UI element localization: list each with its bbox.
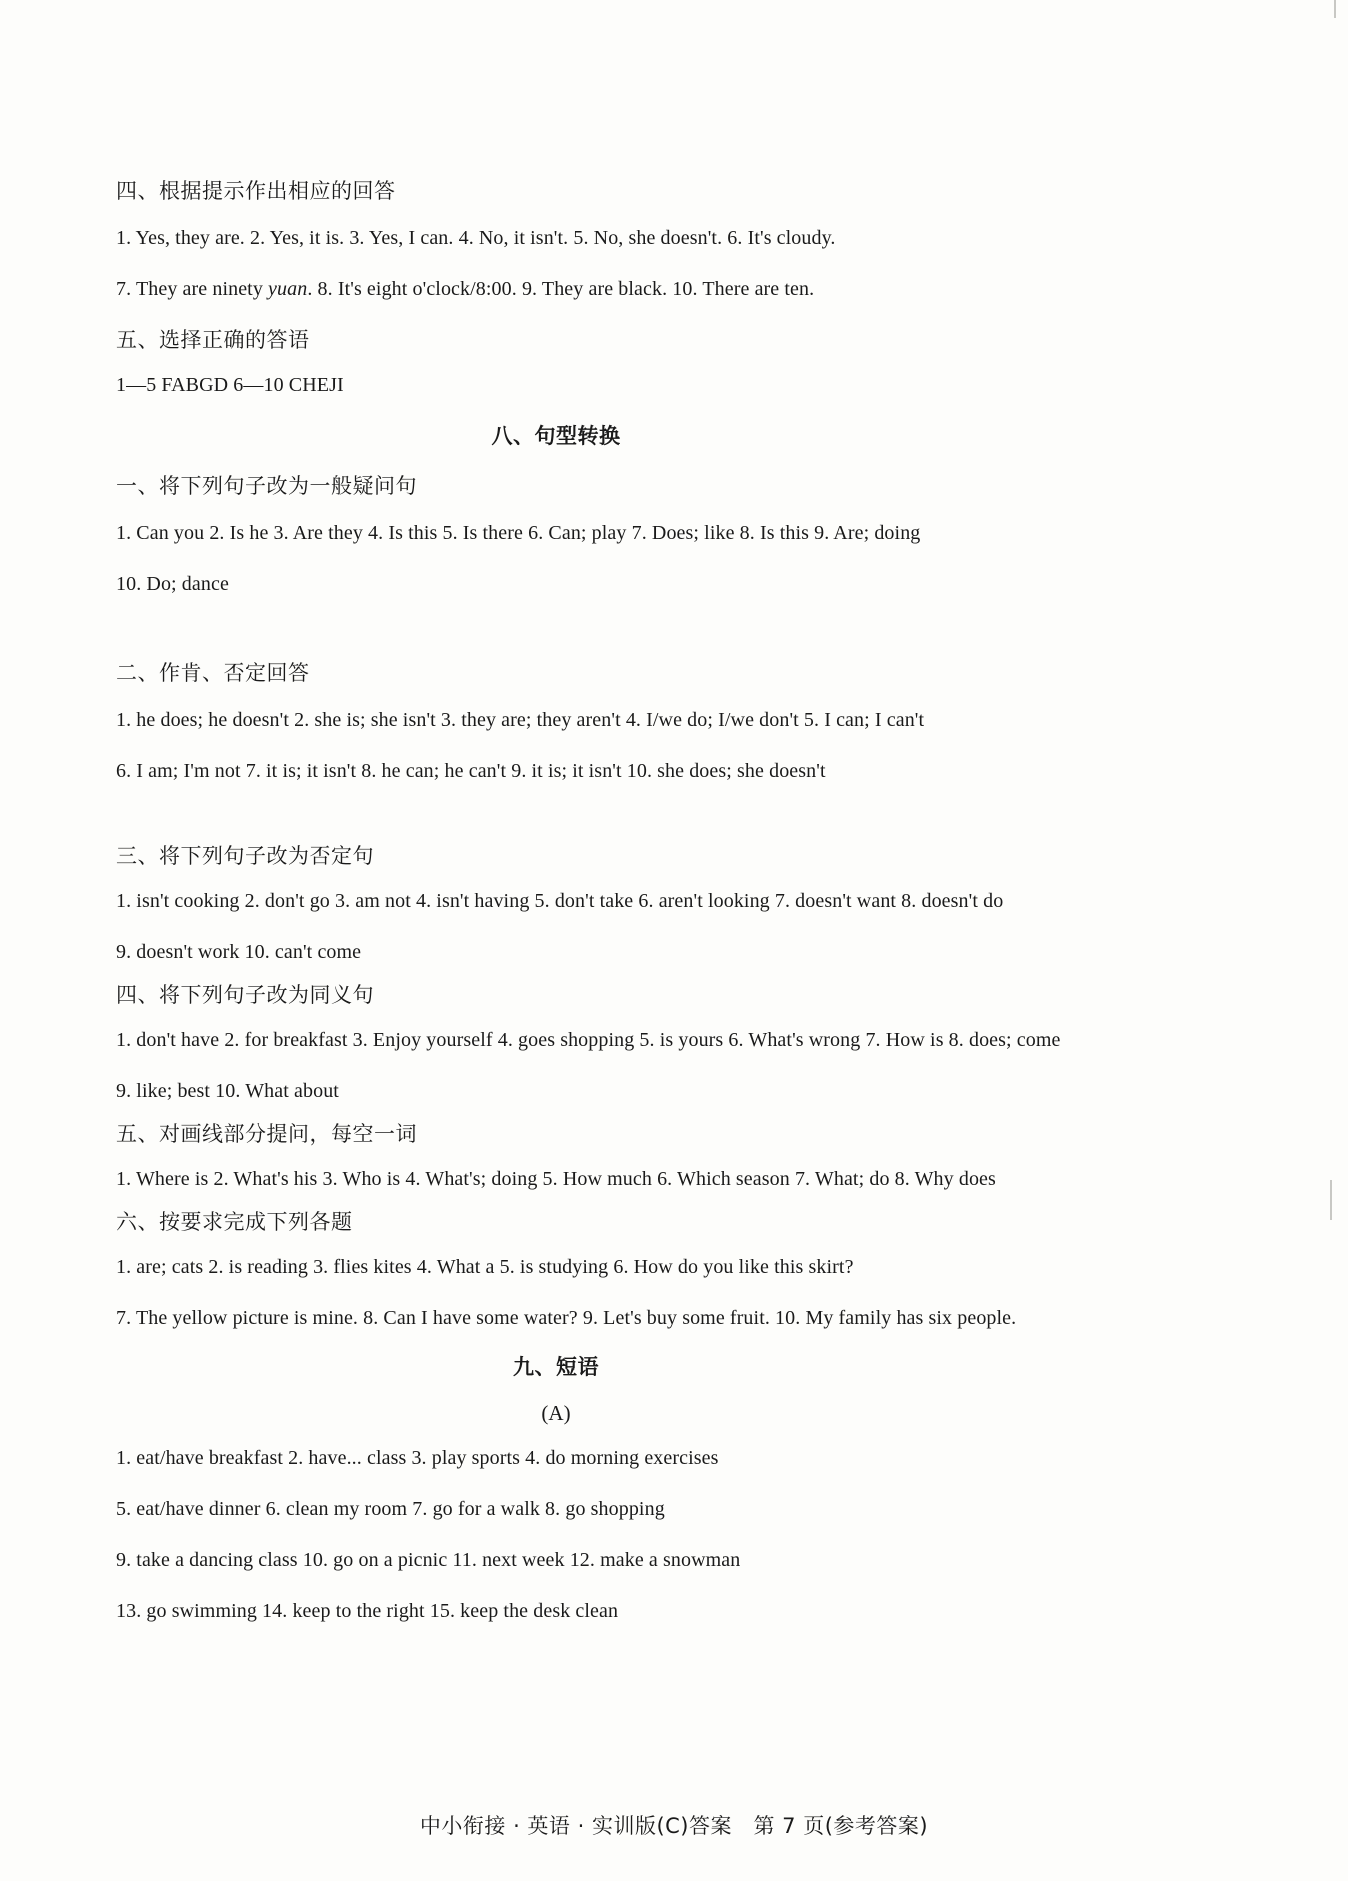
section-choose-answers xyxy=(116,327,1226,397)
scan-edge-mark xyxy=(1334,0,1336,18)
answer-line: 1. eat/have breakfast 2. have... class 3. play sports 4. do morning exercises xyxy=(116,1447,719,1469)
section-ask-about-underlined xyxy=(116,1121,1226,1191)
part-title: 九、短语 xyxy=(513,1355,599,1379)
page-footer: 中小衔接 · 英语 · 实训版(C)答案 第 7 页(参考答案) xyxy=(419,1814,929,1838)
answer-line: 1. he does; he doesn't 2. she is; she isn't 3. they are; they aren't 4. I/we do; I/we don't 5. I can; I can't xyxy=(116,709,925,731)
answer-line: 7. They are ninety yuan. 8. It's eight o'clock/8:00. 9. They are black. 10. There are ten. xyxy=(116,278,815,300)
answer-line: 1. don't have 2. for breakfast 3. Enjoy yourself 4. goes shopping 5. is yours 6. What's wrong 7. How is 8. does; come xyxy=(116,1029,1061,1051)
section-short-answers xyxy=(116,660,1226,783)
section-negative-sentences xyxy=(116,843,1226,964)
answer-line: 1. Where is 2. What's his 3. Who is 4. What's; doing 5. How much 6. Which season 7. What; do 8. Why does xyxy=(116,1168,996,1190)
answer-line: 1—5 FABGD 6—10 CHEJI xyxy=(116,374,344,396)
answer-line: 5. eat/have dinner 6. clean my room 7. go for a walk 8. go shopping xyxy=(116,1498,665,1520)
answer-line: 7. The yellow picture is mine. 8. Can I have some water? 9. Let's buy some fruit. 10. My family has six people. xyxy=(116,1307,1017,1329)
answer-line: 9. like; best 10. What about xyxy=(116,1080,339,1102)
section-heading: 五、对画线部分提问，每空一词 xyxy=(116,1122,417,1146)
section-respond-by-hints xyxy=(116,178,1226,301)
part-subtitle: (A) xyxy=(541,1401,571,1425)
section-general-questions xyxy=(116,473,1226,596)
answer-line: 9. take a dancing class 10. go on a picnic 11. next week 12. make a snowman xyxy=(116,1549,741,1571)
answer-line: 10. Do; dance xyxy=(116,573,229,595)
part-title: 八、句型转换 xyxy=(491,424,621,448)
section-phrases xyxy=(116,1446,1226,1623)
answer-line: 1. Yes, they are. 2. Yes, it is. 3. Yes, I can. 4. No, it isn't. 5. No, she doesn't. 6. It's cloudy. xyxy=(116,227,836,249)
answer-line: 1. are; cats 2. is reading 3. flies kites 4. What a 5. is studying 6. How do you like this skirt? xyxy=(116,1256,854,1278)
answer-line: 9. doesn't work 10. can't come xyxy=(116,941,362,963)
section-heading: 五、选择正确的答语 xyxy=(116,328,310,352)
scan-edge-mark xyxy=(1330,1180,1332,1220)
answer-line: 1. isn't cooking 2. don't go 3. am not 4. isn't having 5. don't take 6. aren't looking 7. doesn't want 8. doesn't do xyxy=(116,890,1004,912)
answer-line: 6. I am; I'm not 7. it is; it isn't 8. he can; he can't 9. it is; it isn't 10. she does; she doesn't xyxy=(116,760,826,782)
answer-line: 1. Can you 2. Is he 3. Are they 4. Is this 5. Is there 6. Can; play 7. Does; like 8. Is this 9. Are; doing xyxy=(116,522,921,544)
answer-content xyxy=(116,178,1226,1623)
section-heading: 四、将下列句子改为同义句 xyxy=(116,983,374,1007)
section-heading: 六、按要求完成下列各题 xyxy=(116,1210,353,1234)
section-heading: 一、将下列句子改为一般疑问句 xyxy=(116,474,417,498)
section-synonymous-sentences xyxy=(116,982,1226,1103)
answer-line: 13. go swimming 14. keep to the right 15. keep the desk clean xyxy=(116,1600,619,1622)
section-heading: 二、作肯、否定回答 xyxy=(116,661,310,685)
section-heading: 三、将下列句子改为否定句 xyxy=(116,844,374,868)
section-heading: 四、根据提示作出相应的回答 xyxy=(116,179,396,203)
section-complete-as-required xyxy=(116,1209,1226,1330)
